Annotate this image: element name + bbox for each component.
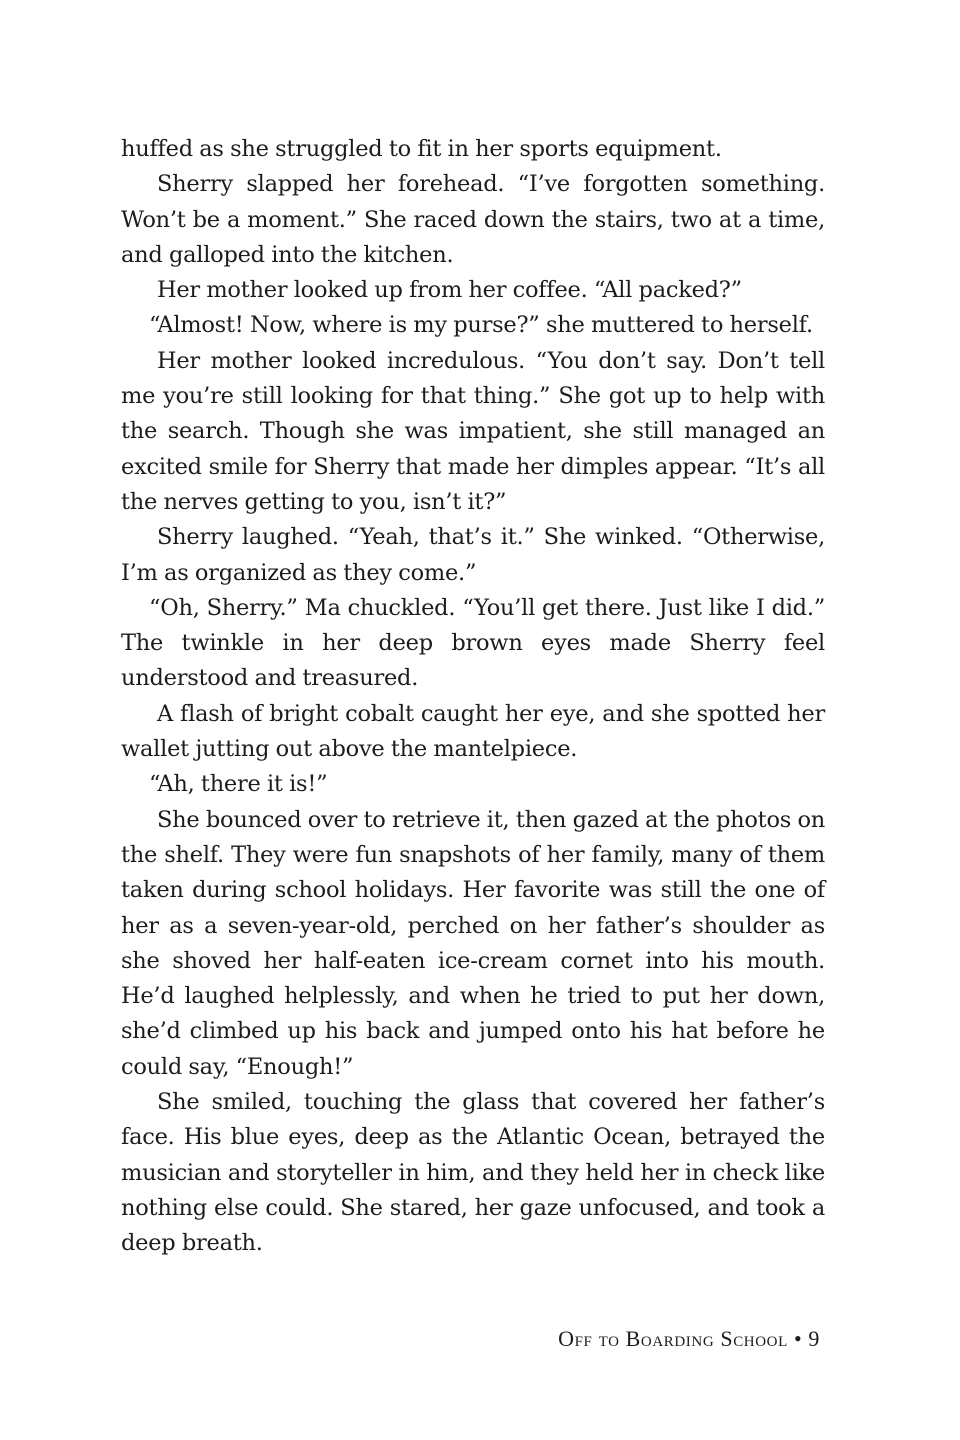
footer-separator: • <box>793 1326 803 1351</box>
running-title: Off to Boarding School <box>558 1326 788 1351</box>
paragraph-7: “Oh, Sherry.” Ma chuckled. “You’ll get there. Just like I did.” The twinkle in her deep brown eyes made Sherry feel understood and treasured. <box>121 594 825 692</box>
paragraph-11: She smiled, touching the glass that covered her father’s face. His blue eyes, deep as the Atlantic Ocean, betrayed the musician and storyteller in him, and they held her in check like nothing else could. She stared, her gaze unfocused, and took a deep breath. <box>121 1089 825 1257</box>
paragraph-3: Her mother looked up from her coffee. “All packed?” <box>157 277 742 304</box>
paragraph-2: Sherry slapped her forehead. “I’ve forgotten something. Won’t be a moment.” She raced down the stairs, two at a time, and galloped into the kitchen. <box>121 171 825 268</box>
paragraph-8: A flash of bright cobalt caught her eye, and she spotted her wallet jutting out above the mantelpiece. <box>121 700 825 763</box>
paragraph-4: “Almost! Now, where is my purse?” she muttered to herself. <box>149 312 813 339</box>
page-footer <box>558 1326 820 1352</box>
paragraph-5: Her mother looked incredulous. “You don’t say. Don’t tell me you’re still looking for that thing.” She got up to help with the search. Though she was impatient, she still managed an excited smile for Sherry that made her dimples appear. “It’s all the nerves getting to you, isn’t it?” <box>121 347 825 515</box>
page-number: 9 <box>808 1326 820 1351</box>
paragraph-9: “Ah, there it is!” <box>149 771 328 798</box>
paragraph-1: huffed as she struggled to fit in her sports equipment. <box>121 136 722 162</box>
body-text <box>121 132 825 1262</box>
paragraph-10: She bounced over to retrieve it, then gazed at the photos on the shelf. They were fun snapshots of her family, many of them taken during school holidays. Her favorite was still the one of her as a seven-year-old, perched on her father’s shoulder as she shoved her half-eaten ice-cream cornet into his mouth. He’d laughed helplessly, and when he tried to put her down, she’d climbed up his back and jumped onto his hat before he could say, “Enough!” <box>121 806 826 1080</box>
paragraph-6: Sherry laughed. “Yeah, that’s it.” She winked. “Otherwise, I’m as organized as they come.” <box>121 524 825 586</box>
